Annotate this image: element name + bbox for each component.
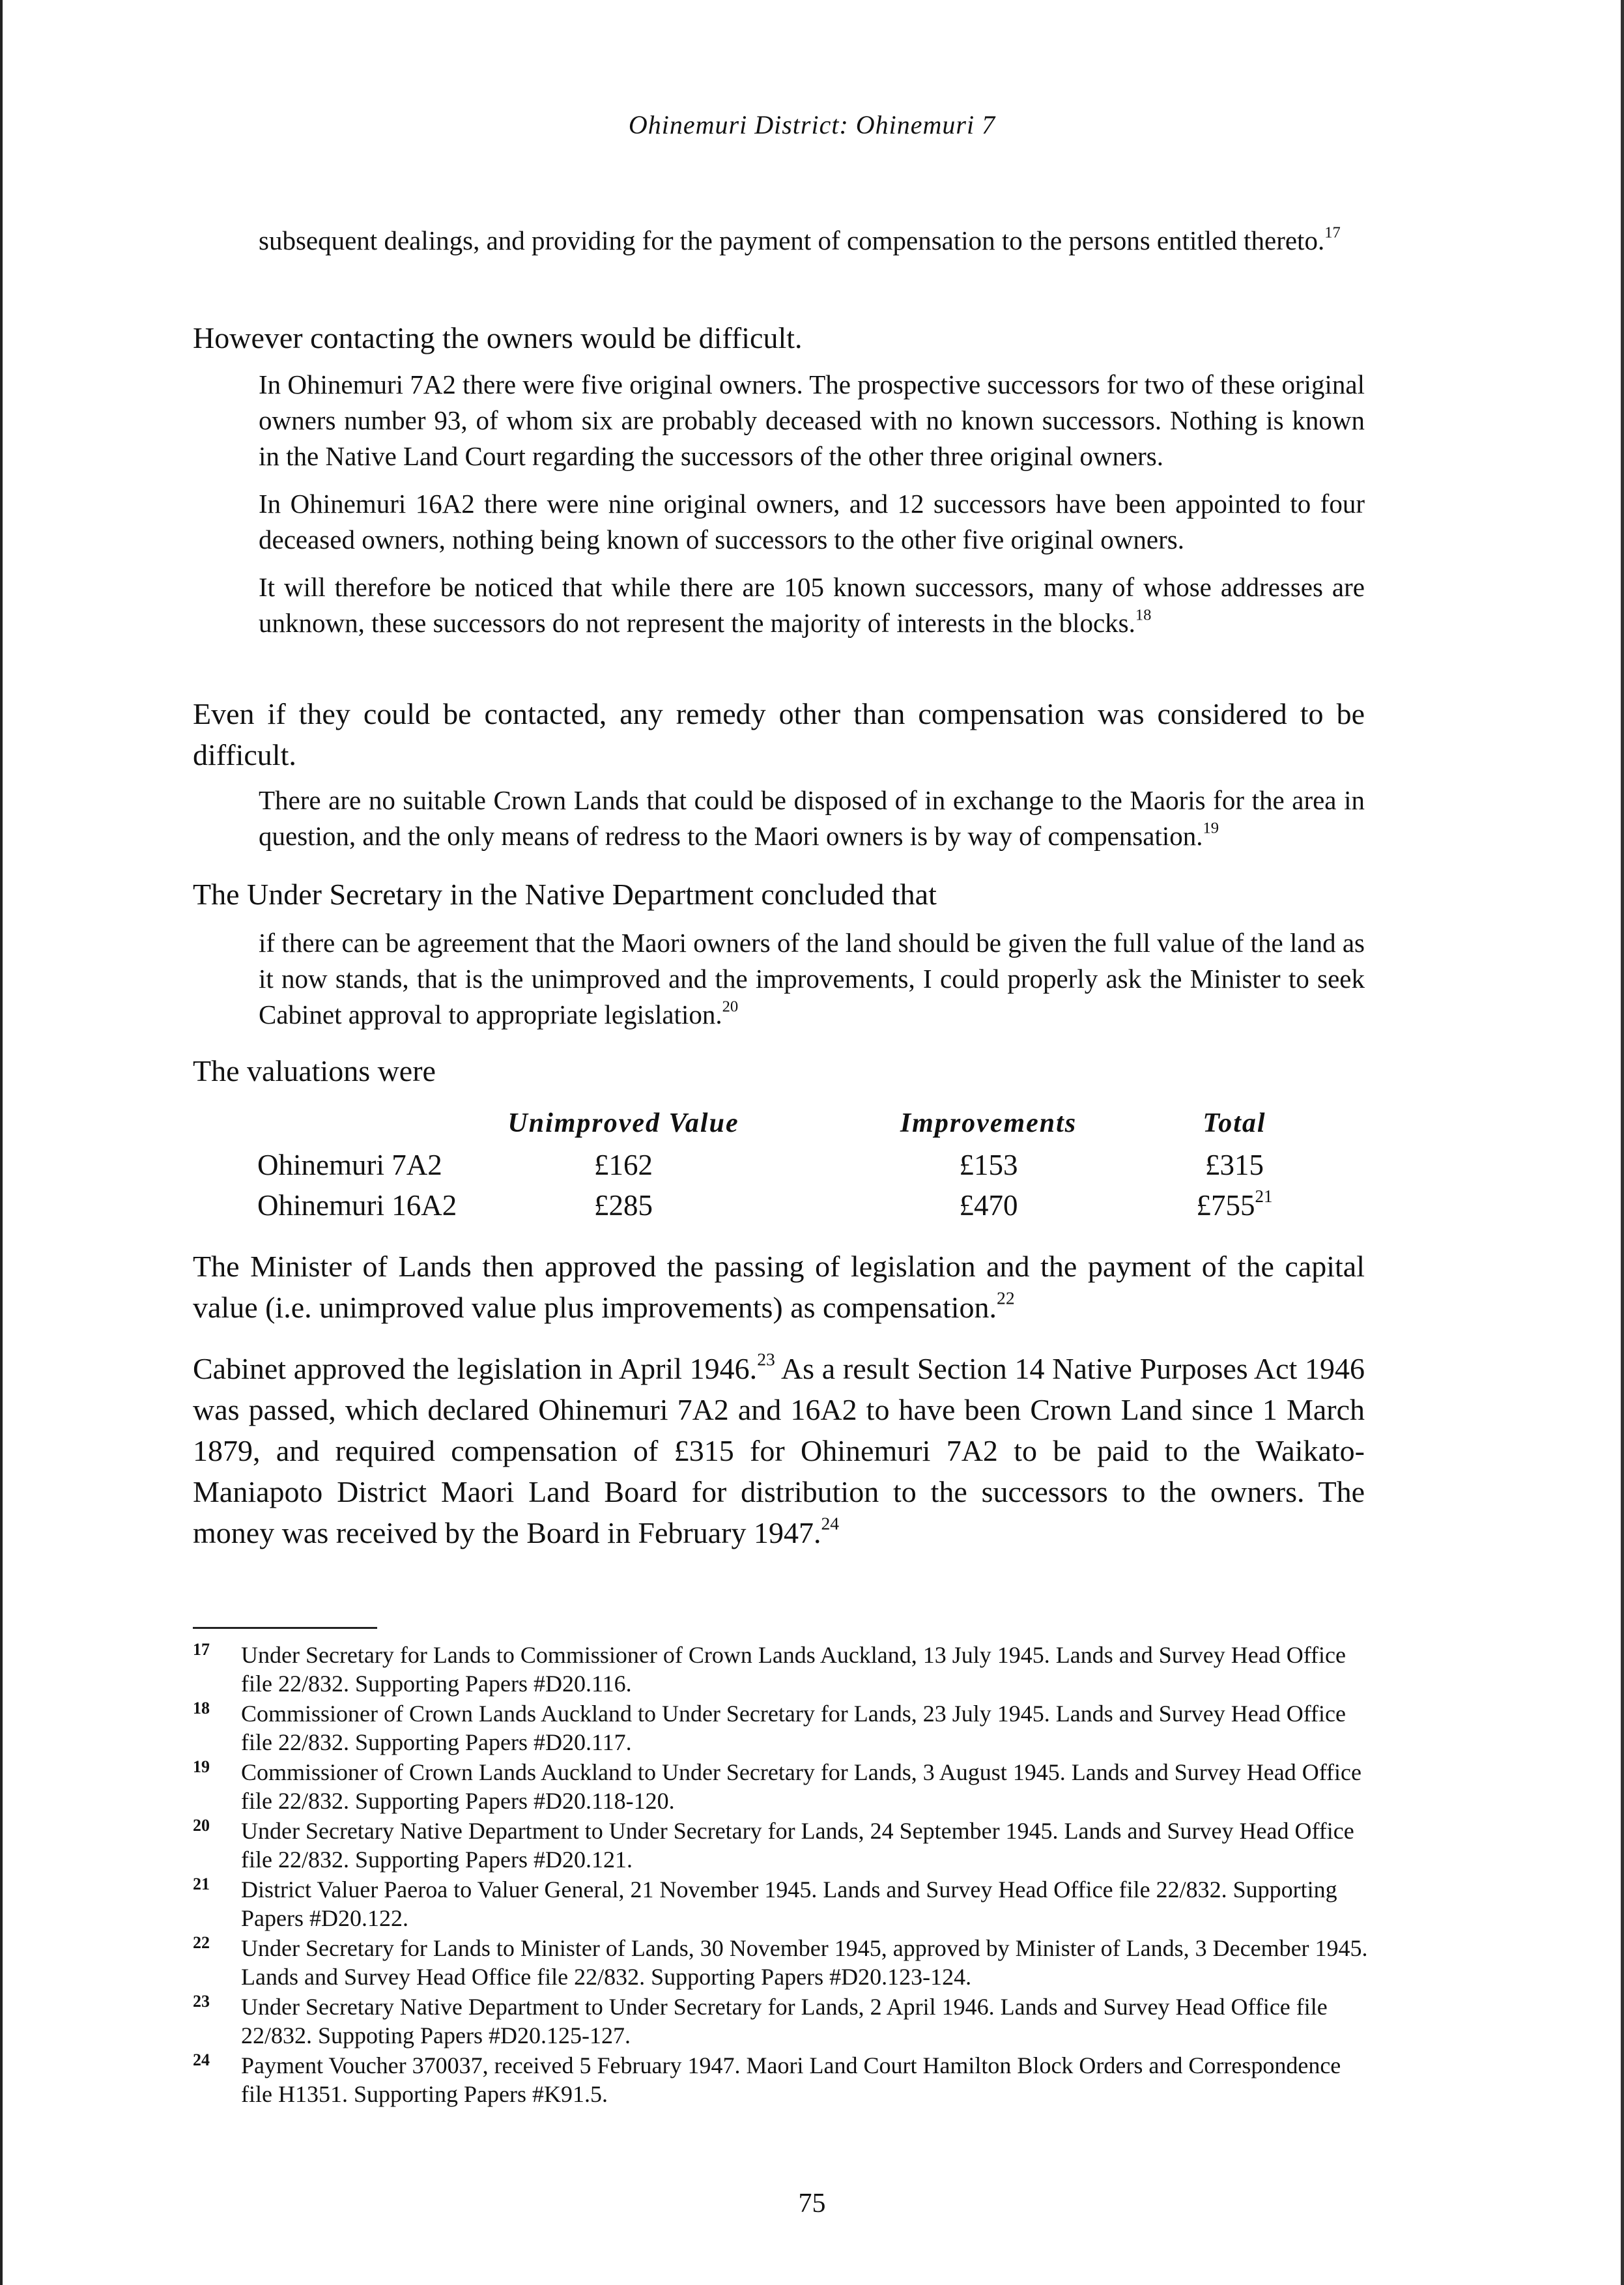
footnote-number: 22 [193,1933,210,1952]
footnote-number: 20 [193,1816,210,1835]
table-header-row [0,1108,1624,1148]
total-value: £315 [1205,1149,1264,1181]
footnotes [193,1641,1372,2110]
paragraph-4: The valuations were [193,1054,436,1087]
paragraph-5-text: The Minister of Lands then approved the passing of legislation and the payment of the capital value (i.e. unimproved value plus improvements) as compensation. [193,1250,1365,1324]
quote-1-text: subsequent dealings, and providing for the payment of compensation to the persons entitled thereto. [259,225,1325,255]
unimproved-value: £285 [594,1189,653,1222]
quote-2-paragraph-3 [259,569,1365,641]
footnote-ref-21[interactable]: 21 [1255,1186,1273,1206]
footnote-text: Under Secretary for Lands to Commissioner of Crown Lands Auckland, 13 July 1945. Lands and Survey Head Office file 22/832. Supporting Papers #D20.116. [241,1642,1346,1697]
quote-4-text: if there can be agreement that the Maori owners of the land should be given the full value of the land as it now stands, that is the unimproved and the improvements, I could properly ask the Minister to seek Cabinet approval to appropriate legislation. [259,928,1365,1029]
footnote-number: 23 [193,1992,210,2011]
improvements-value: £470 [959,1189,1018,1222]
footnote-ref-19[interactable]: 19 [1203,819,1219,837]
quote-2-paragraph-1: In Ohinemuri 7A2 there were five original owners. The prospective successors for two of these original owners number 93, of whom six are probably deceased with no known successors. Nothing is known in the Native Land Court regarding the successors of the other three original owners. [259,369,1365,471]
footnote-ref-23[interactable]: 23 [757,1349,775,1370]
footnote-text: Commissioner of Crown Lands Auckland to Under Secretary for Lands, 23 July 1945. Lands and Survey Head Office file 22/832. Supporting Papers #D20.117. [241,1701,1346,1755]
table-row [0,1188,1624,1229]
paragraph-2: Even if they could be contacted, any remedy other than compensation was considered to be difficult. [193,697,1365,771]
footnote [193,1641,1372,1698]
total-value: £755 [1196,1189,1255,1222]
footnote-number: 21 [193,1875,210,1893]
paragraph-6 [193,1348,1365,1553]
footnote [193,1699,1372,1757]
footnote-text: District Valuer Paeroa to Valuer General, 21 November 1945. Lands and Survey Head Office file 22/832. Supporting Papers #D20.122. [241,1876,1337,1931]
page-number: 75 [798,2189,826,2219]
footnote-text: Commissioner of Crown Lands Auckland to Under Secretary for Lands, 3 August 1945. Lands and Survey Head Office file 22/832. Supporting Papers #D20.118-120. [241,1759,1361,1814]
footnote-ref-18[interactable]: 18 [1135,606,1152,624]
table-row [0,1148,1624,1188]
column-header-improvements: Improvements [900,1108,1077,1138]
footnote [193,2051,1372,2108]
footnote [193,1758,1372,1815]
footnote [193,1875,1372,1933]
footnote-text: Payment Voucher 370037, received 5 February 1947. Maori Land Court Hamilton Block Orders and Correspondence file H1351. Supporting Papers #K91.5. [241,2052,1341,2107]
footnote [193,1992,1372,2050]
block-name: Ohinemuri 16A2 [257,1189,457,1222]
paragraph-5 [193,1246,1365,1328]
footnote [193,1934,1372,1991]
column-header-total: Total [1203,1108,1266,1138]
quote-3-text: There are no suitable Crown Lands that could be disposed of in exchange to the Maoris for the area in question, and the only means of redress to the Maori owners is by way of compensation. [259,785,1365,851]
footnote-ref-22[interactable]: 22 [997,1287,1015,1308]
paragraph-6-text-1: Cabinet approved the legislation in April 1946. [193,1352,758,1385]
quote-2-paragraph-3-text: It will therefore be noticed that while there are 105 known successors, many of whose addresses are unknown, these successors do not represent the majority of interests in the blocks. [259,572,1365,638]
block-name: Ohinemuri 7A2 [257,1149,442,1181]
block-quote-4 [259,925,1365,1033]
footnote-number: 17 [193,1640,210,1659]
footnote-number: 18 [193,1699,210,1717]
footnote-number: 24 [193,2050,210,2069]
footnote [193,1817,1372,1874]
running-header: Ohinemuri District: Ohinemuri 7 [628,110,996,139]
footnote-text: Under Secretary for Lands to Minister of Lands, 30 November 1945, approved by Minister of Lands, 3 December 1945. Lands and Survey Head Office file 22/832. Supporting Papers #D20.123-124. [241,1935,1368,1990]
total-value-cell [1186,1188,1283,1222]
quote-2-paragraph-2: In Ohinemuri 16A2 there were nine original owners, and 12 successors have been appointed to four deceased owners, nothing being known of successors to the other five original owners. [259,489,1365,554]
footnote-divider [193,1627,377,1629]
paragraph-3: The Under Secretary in the Native Department concluded that [193,878,937,911]
footnote-ref-24[interactable]: 24 [821,1513,840,1534]
block-quote-1 [259,223,1365,259]
paragraph-1: However contacting the owners would be difficult. [193,321,803,354]
block-quote-3 [259,783,1365,854]
improvements-value: £153 [959,1149,1018,1181]
footnote-ref-17[interactable]: 17 [1324,223,1341,242]
footnote-text: Under Secretary Native Department to Under Secretary for Lands, 24 September 1945. Lands and Survey Head Office file 22/832. Supporting Papers #D20.121. [241,1818,1354,1873]
footnote-ref-20[interactable]: 20 [722,998,739,1016]
column-header-unimproved: Unimproved Value [507,1108,739,1138]
footnote-number: 19 [193,1757,210,1776]
unimproved-value: £162 [594,1149,653,1181]
paragraph-6-text-2: As a result Section 14 Native Purposes Act 1946 was passed, which declared Ohinemuri 7A2 and 16A2 to have been Crown Land since 1 March 1879, and required compensation of £315 for Ohinemuri 7A2 to be paid to the Waikato-Maniapoto District Maori Land Board for distribution to the successors to the owners. The money was received by the Board in February 1947. [193,1352,1365,1549]
block-quote-2 [259,367,1365,653]
footnote-text: Under Secretary Native Department to Under Secretary for Lands, 2 April 1946. Lands and Survey Head Office file 22/832. Suppoting Papers #D20.125-127. [241,1994,1328,2048]
